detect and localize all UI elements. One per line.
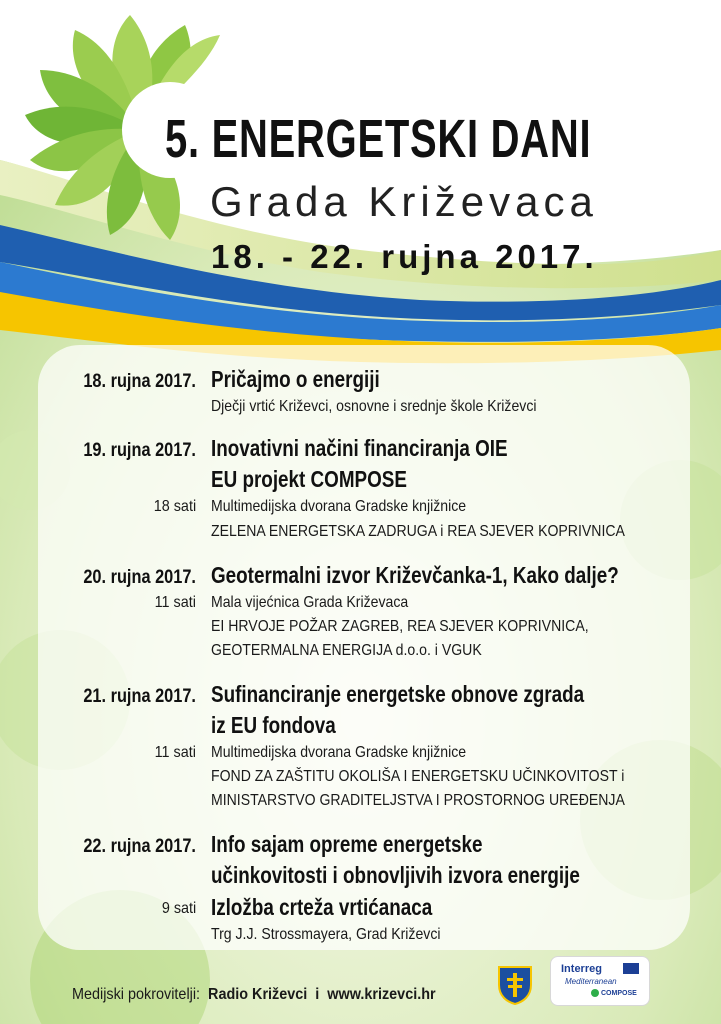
program-headline: učinkovitosti i obnovljivih izvora energije (211, 862, 580, 888)
program-time: 11 sati (154, 594, 196, 611)
interreg-program: Mediterranean (565, 977, 617, 986)
program-headline: Inovativni načini financiranja OIE (211, 435, 508, 461)
city-crest-icon (497, 965, 533, 1005)
event-dates: 18. - 22. rujna 2017. (211, 238, 598, 275)
program-detail: Multimedijska dvorana Gradske knjižnice (211, 744, 467, 761)
interreg-project: COMPOSE (601, 990, 637, 997)
program-date: 21. rujna 2017. (83, 686, 196, 707)
program-date: 22. rujna 2017. (83, 836, 196, 857)
sponsors-label: Medijski pokrovitelji: (72, 986, 201, 1003)
program-detail: Trg J.J. Strossmayera, Grad Križevci (211, 926, 441, 943)
sponsor-radio: Radio Križevci (208, 986, 308, 1003)
program-detail: EI HRVOJE POŽAR ZAGREB, REA SJEVER KOPRIVNICA, (211, 618, 589, 635)
interreg-logo (550, 956, 650, 1006)
interreg-name: Interreg (561, 963, 602, 975)
page-subtitle: Grada Križevaca (210, 178, 598, 225)
program-detail: ZELENA ENERGETSKA ZADRUGA i REA SJEVER KOPRIVNICA (211, 523, 625, 540)
program-detail: Multimedijska dvorana Gradske knjižnice (211, 498, 467, 515)
program-detail: Mala vijećnica Grada Križevaca (211, 594, 409, 611)
program-headline: Info sajam opreme energetske (211, 831, 483, 857)
program-date: 20. rujna 2017. (83, 567, 196, 588)
page-title: 5. ENERGETSKI DANI (165, 109, 592, 169)
sponsor-website: www.krizevci.hr (327, 986, 436, 1003)
program-headline: EU projekt COMPOSE (211, 466, 407, 492)
program-time: 11 sati (154, 744, 196, 761)
eu-flag-icon (623, 963, 639, 974)
program-headline: Geotermalni izvor Križevčanka-1, Kako dalje? (211, 562, 619, 588)
program-headline: Pričajmo o energiji (211, 366, 380, 392)
program-time: 18 sati (153, 498, 196, 515)
program-date: 19. rujna 2017. (83, 440, 196, 461)
program-date: 18. rujna 2017. (83, 371, 196, 392)
program-headline: Sufinanciranje energetske obnove zgrada (211, 681, 585, 707)
sponsor-separator: i (315, 986, 320, 1003)
media-sponsors (72, 986, 436, 1004)
compose-icon (591, 989, 599, 997)
program-subheadline: Izložba crteža vrtićanaca (211, 894, 433, 920)
program-headline: iz EU fondova (211, 712, 336, 738)
program-detail: Dječji vrtić Križevci, osnovne i srednje škole Križevci (211, 398, 537, 415)
program-time: 9 sati (161, 900, 196, 917)
program-detail: MINISTARSTVO GRADITELJSTVA I PROSTORNOG UREĐENJA (211, 792, 625, 809)
program-detail: FOND ZA ZAŠTITU OKOLIŠA I ENERGETSKU UČINKOVITOST i (211, 768, 625, 785)
program-detail: GEOTERMALNA ENERGIJA d.o.o. i VGUK (211, 642, 482, 659)
